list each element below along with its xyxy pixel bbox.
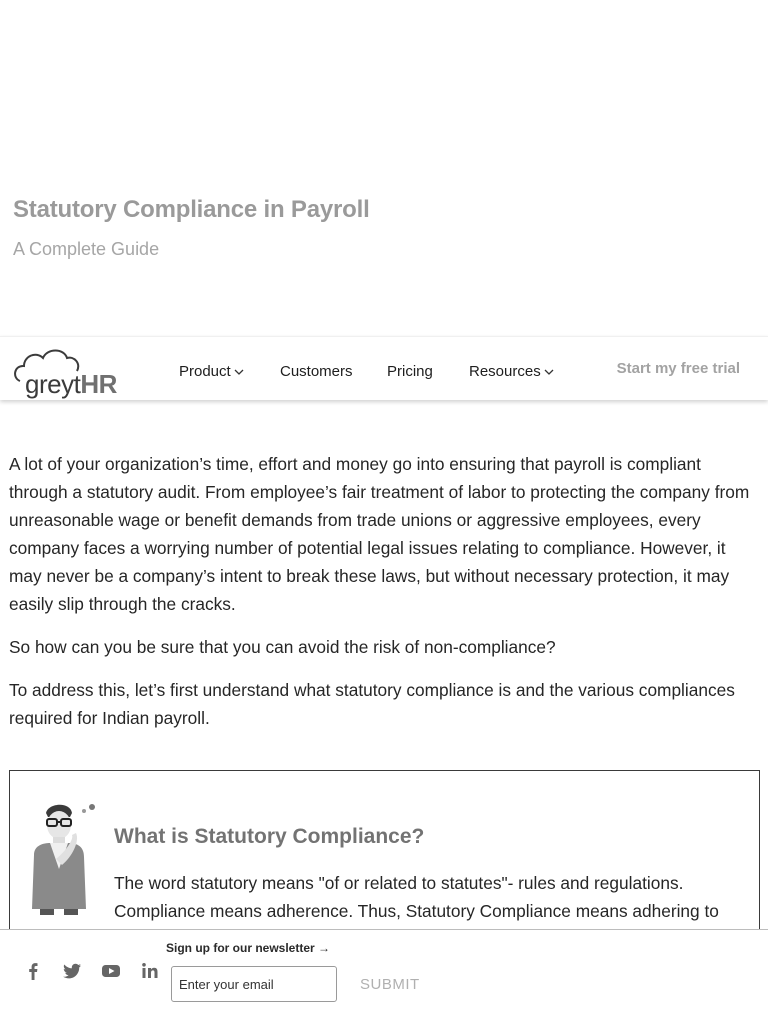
newsletter-label: Sign up for our newsletter → — [166, 941, 331, 955]
nav-item-customers[interactable]: Customers — [280, 363, 353, 380]
callout-text: The word statutory means "of or related to statutes"- rules and regulations. Compliance means adherence. Thus, Statutory Compliance means adhering to — [114, 873, 719, 921]
page-subtitle: A Complete Guide — [13, 239, 160, 259]
nav-item-pricing[interactable]: Pricing — [387, 363, 433, 380]
youtube-icon[interactable] — [100, 960, 122, 982]
article-body — [9, 450, 757, 747]
page-title: Statutory Compliance in Payroll — [13, 196, 370, 223]
thinking-person-illustration — [26, 799, 110, 919]
chevron-down-icon — [544, 369, 554, 375]
email-field[interactable] — [171, 966, 337, 1002]
chevron-down-icon — [234, 369, 244, 375]
submit-button[interactable]: SUBMIT — [360, 976, 420, 993]
article-paragraph: So how can you be sure that you can avoid the risk of non-compliance? — [9, 637, 556, 657]
linkedin-icon[interactable] — [139, 960, 161, 982]
article-paragraph: A lot of your organization’s time, effort and money go into ensuring that payroll is compliant through a statutory audit. From employee’s fair treatment of labor to protecting the company from unreasonable wage or benefit demands from trade unions or aggressive employees, every company faces a worrying number of potential legal issues relating to compliance. However, it may never be a company’s intent to break these laws, but without necessary protection, it may easily slip through the cracks. — [9, 454, 750, 614]
nav-item-resources[interactable]: Resources — [469, 363, 554, 380]
callout-title: What is Statutory Compliance? — [114, 825, 425, 848]
article-paragraph: To address this, let’s first understand what statutory compliance is and the various compliances required for Indian payroll. — [9, 680, 735, 728]
twitter-icon[interactable] — [61, 960, 83, 982]
facebook-icon[interactable] — [22, 960, 44, 982]
logo-text: greytHR — [25, 369, 117, 399]
hero-banner — [0, 0, 768, 336]
top-navigation — [0, 336, 768, 400]
nav-item-product[interactable]: Product — [179, 363, 244, 380]
greythr-logo[interactable] — [14, 345, 134, 399]
sticky-footer-bar — [0, 929, 768, 1024]
start-free-trial-button[interactable]: Start my free trial — [616, 360, 740, 377]
